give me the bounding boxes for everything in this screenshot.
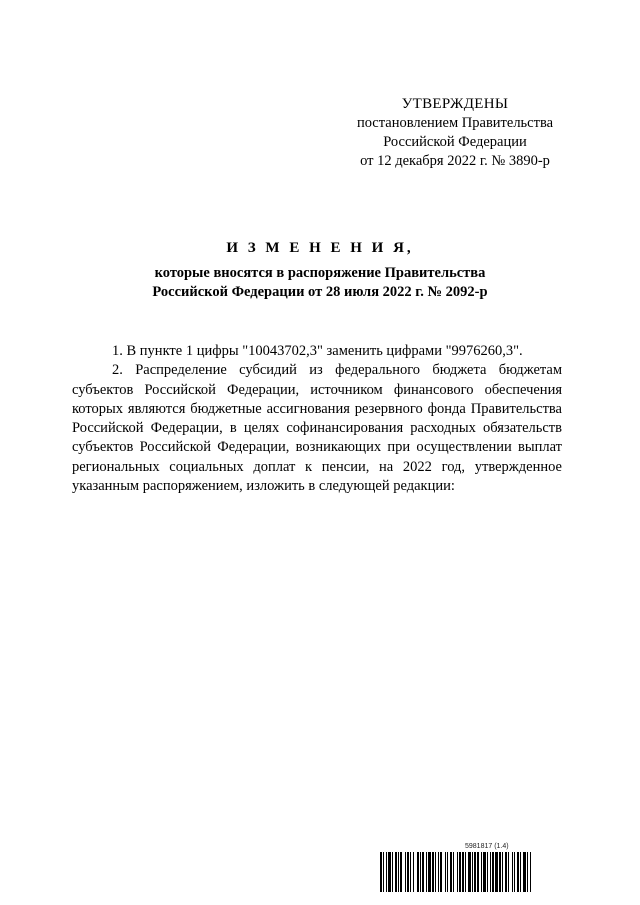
approval-heading: УТВЕРЖДЕНЫ [401,96,509,112]
barcode-number: 5981817 (1.4) [465,843,509,850]
barcode-bar [380,852,382,892]
approval-line-3: от 12 декабря 2022 г. № 3890-р [360,153,550,169]
paragraph-2: 2. Распределение субсидий из федерального бюджета бюджетам субъектов Российской Федерации, источником финансового обеспечения которых являются бюджетные ассигнования резервного фонда Правительства Российской Федерации, в целях софинансирования расходных обязательств субъектов Российской Федерации, возникающих при осуществлении выплат региональных социальных доплат к пенсии, на 2022 год, утвержденное указанным распоряжением, изложить в следующей редакции: [72,362,562,495]
barcode-bar [483,852,486,892]
barcode-bar [481,852,482,892]
barcode-bar [445,852,446,892]
approval-line-1: постановлением Правительства [356,115,554,131]
document-title: И З М Е Н Е Н И Я, [226,240,414,256]
barcode-bar [512,852,513,892]
barcode-bar [395,852,397,892]
barcode-image [380,852,612,892]
barcode-bar [514,852,515,892]
paragraph-1: 1. В пункте 1 цифры "10043702,3" заменить цифрами "9976260,3". [112,343,523,359]
barcode-bar [392,852,393,892]
barcode-bar [520,852,521,892]
barcode-bar [440,852,442,892]
barcode-bar [502,852,503,892]
barcode-bar [453,852,454,892]
barcode-bar [426,852,427,892]
barcode-bar [400,852,402,892]
barcode-bar [517,852,519,892]
barcode-bar [530,852,531,892]
barcode-bar [490,852,491,892]
barcode-bar [499,852,501,892]
barcode-bar [405,852,406,892]
subtitle-line-1: которые вносятся в распоряжение Правительства [154,265,486,281]
barcode-bar [487,852,488,892]
barcode-bar [417,852,419,892]
approval-block [320,95,590,171]
barcode-bar [413,852,414,892]
barcode-bar [420,852,421,892]
barcode-bar [457,852,458,892]
barcode-bar [447,852,448,892]
barcode-bar [407,852,409,892]
barcode-bar [492,852,494,892]
barcode-block [380,843,612,893]
barcode-bar [438,852,439,892]
approval-line-2: Российской Федерации [383,134,527,150]
barcode-bar [474,852,476,892]
document-subtitle [60,264,580,302]
barcode-bar [435,852,436,892]
barcode-bar [410,852,411,892]
barcode-bar [472,852,473,892]
barcode-bar [459,852,461,892]
barcode-bar [468,852,471,892]
barcode-bar [383,852,384,892]
barcode-bar [432,852,434,892]
barcode-bar [422,852,424,892]
barcode-bar [523,852,526,892]
barcode-bar [386,852,387,892]
barcode-bar [527,852,528,892]
subtitle-line-2: Российской Федерации от 28 июля 2022 г. № 2092-р [152,284,488,300]
barcode-bar [450,852,452,892]
barcode-bar [505,852,507,892]
document-body [72,342,562,496]
barcode-bar [477,852,479,892]
barcode-bar [462,852,464,892]
barcode-bar [508,852,509,892]
barcode-bar [465,852,466,892]
barcode-bar [398,852,399,892]
barcode-bar [388,852,391,892]
barcode-bar [428,852,431,892]
barcode-bar [495,852,498,892]
